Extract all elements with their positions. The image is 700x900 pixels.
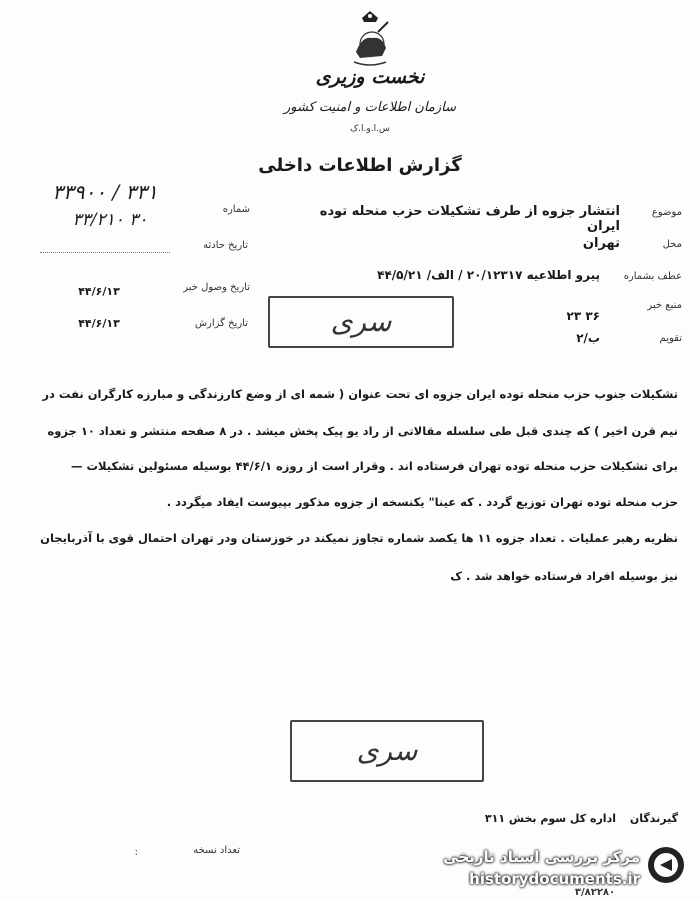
- report-title: گزارش اطلاعات داخلی: [258, 155, 462, 176]
- history-documents-logo-icon: [646, 845, 686, 885]
- number-label: شماره: [222, 204, 250, 215]
- reference-label: عطف بشماره: [623, 271, 682, 282]
- body-line-5: نظریه رهبر عملیات . تعداد جزوه ۱۱ ها یکصد شماره تجاوز نمیکند در خوزستان ودر تهران احتمال قوی با آذربایجان: [40, 531, 678, 545]
- body-line-3: برای تشکیلات حزب منحله توده تهران فرستاده اند . وقرار است از روزه ۴۴/۶/۱ بوسیله مسئولین تشکیلات —: [70, 459, 678, 473]
- copies-colon: :: [134, 847, 138, 858]
- secret-stamp-bottom: سری: [290, 720, 484, 782]
- report-date-value: ۴۴/۶/۱۳: [78, 317, 120, 330]
- rating-value: ب/۲: [576, 331, 600, 345]
- header-organization: سازمان اطلاعات و امنیت کشور: [283, 100, 457, 115]
- recipients-value: اداره کل سوم بخش ۳۱۱: [484, 812, 616, 825]
- place-value: تهران: [582, 236, 620, 251]
- subject-label: موضوع: [651, 207, 682, 218]
- receipt-date-label: تاریخ وصول خبر: [183, 282, 250, 293]
- receipt-date-value: ۴۴/۶/۱۳: [78, 285, 120, 298]
- source-value: ۳۶ ۲۳: [566, 309, 600, 323]
- body-line-4: حزب منحله توده تهران توزیع گردد . که عینا" یکنسخه از جزوه مذکور بپیوست ایفاد میگردد .: [166, 495, 678, 509]
- handwritten-number-2: ۳۳/۲۱۰ ۳۰: [72, 210, 148, 230]
- secret-stamp-top: سری: [268, 296, 454, 348]
- subject-value: انتشار جزوه از طرف تشکیلات حزب منحله توده ایران: [319, 204, 620, 234]
- incident-date-dots: [40, 252, 170, 253]
- document-number: ۳/۸۲۲۸۰: [574, 887, 616, 898]
- incident-date-label: تاریخ حادثه: [203, 240, 248, 251]
- watermark-title: مرکز بررسی اسناد تاریخی: [443, 848, 640, 866]
- body-line-2: نیم قرن اخیر ) که چندی قبل طی سلسله مقالاتی از راد یو پیک پخش میشد . در ۸ صفحه منتشر و تعداد ۱۰ جزوه: [47, 424, 678, 438]
- source-label: منبع خبر: [647, 300, 682, 311]
- header-code: س.ا.و.ا.ک: [350, 124, 390, 134]
- reference-value: پیرو اطلاعیه ۲۰/۱۲۳۱۷ / الف/ ۴۴/۵/۲۱: [377, 268, 600, 282]
- report-date-label: تاریخ گزارش: [194, 318, 248, 329]
- watermark-url: historydocuments.ir: [469, 870, 640, 888]
- rating-label: تقویم: [659, 333, 682, 344]
- copies-label: تعداد نسخه: [193, 845, 240, 856]
- lion-and-sun-emblem-icon: [348, 8, 392, 74]
- body-line-1: تشکیلات جنوب حزب منحله توده ایران جزوه ای تحت عنوان ( شمه ای از وضع کارزندگی و مبارزه کارگران نفت در: [42, 387, 678, 401]
- recipients-label: گیرندگان: [629, 812, 678, 825]
- place-label: محل: [662, 239, 682, 250]
- body-line-6: نیز بوسیله افراد فرستاده خواهد شد . ک: [450, 569, 678, 583]
- handwritten-number: ۳۳۹۰۰ / ۳۳۱: [52, 180, 158, 204]
- header-title: نخست وزیری: [315, 66, 425, 88]
